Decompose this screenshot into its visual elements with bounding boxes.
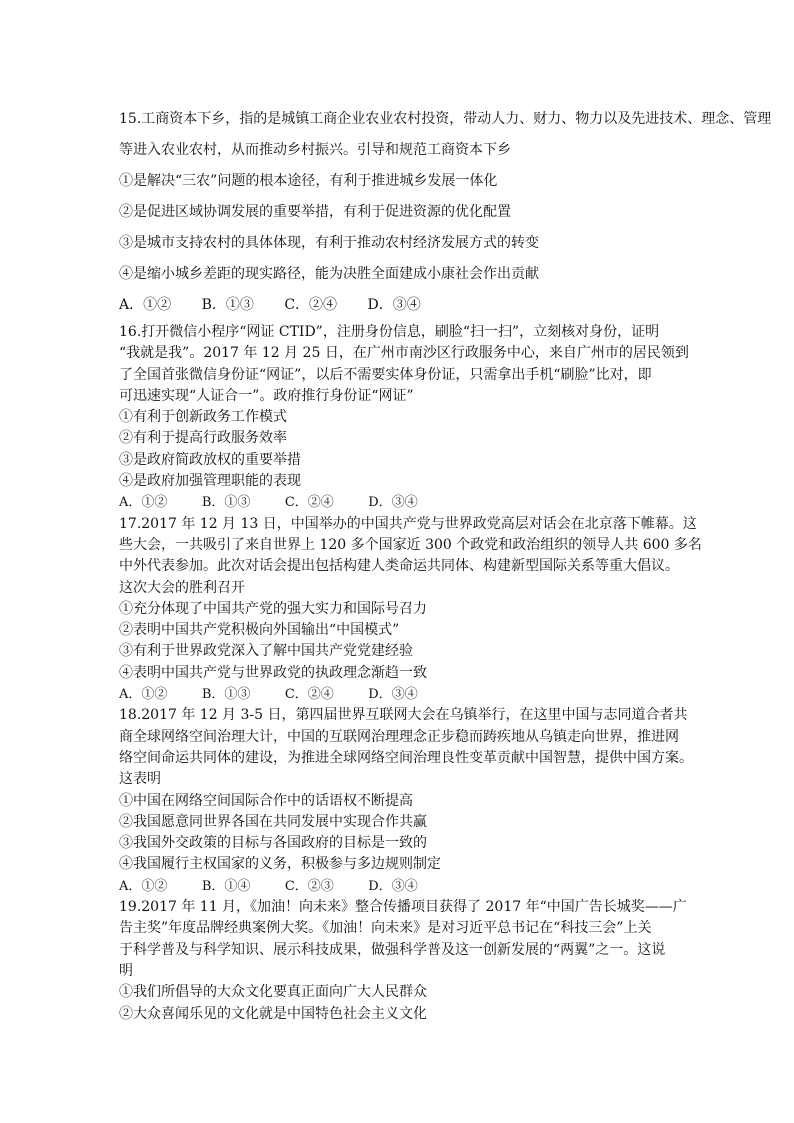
option-d[interactable]: D．③④: [367, 297, 421, 313]
answer-options: [119, 876, 679, 897]
option-b[interactable]: B．①③: [201, 495, 251, 511]
question-18: [119, 705, 693, 897]
option-a[interactable]: A．①②: [119, 297, 172, 313]
question-16: [119, 322, 689, 514]
statement-2: ②是促进区域协调发展的重要举措，有利于促进资源的优化配置: [119, 204, 511, 220]
statement-1: ①有利于创新政务工作模式: [119, 409, 287, 426]
option-b[interactable]: B．①③: [201, 297, 254, 313]
question-line: 可迅速实现“人证合一”。政府推行身份证“网证”: [119, 387, 414, 404]
statement-3: ③我国外交政策的目标与各国政府的目标是一致的: [119, 835, 427, 852]
option-c[interactable]: C．②③: [284, 878, 334, 894]
question-line: 了全国首张微信身份证“网证”，以后不需要实体身份证，只需拿出手机“刷脸”比对，即: [119, 366, 652, 383]
question-line: 18.2017 年 12 月 3-5 日，第四届世界互联网大会在乌镇举行，在这里中国与志同道合者共: [119, 707, 688, 724]
option-c[interactable]: C．②④: [284, 297, 338, 313]
question-line: 中外代表参加。此次对话会提出包括构建人类命运共同体、构建新型国际关系等重大倡议。: [119, 558, 679, 575]
statement-2: ②有利于提高行政服务效率: [119, 430, 287, 447]
answer-options: [119, 492, 679, 513]
question-line: 17.2017 年 12 月 13 日，中国举办的中国共产党与世界政党高层对话会在北京落下帷幕。这: [119, 515, 697, 532]
statement-1: ①我们所倡导的大众文化要真正面向广大人民群众: [119, 984, 427, 1001]
option-b[interactable]: B．①③: [201, 687, 251, 703]
statement-1: ①中国在网络空间国际合作中的话语权不断提高: [119, 792, 413, 809]
question-line: 络空间命运共同体的建设，为推进全球网络空间治理良性变革贡献中国智慧，提供中国方案。: [119, 749, 693, 766]
option-b[interactable]: B．①④: [201, 878, 251, 894]
option-d[interactable]: D．③④: [368, 878, 418, 894]
statement-3: ③是城市支持农村的具体体现，有利于推动农村经济发展方式的转变: [119, 235, 539, 251]
statement-2: ②表明中国共产党积极向外国输出“中国模式”: [119, 622, 400, 639]
option-a[interactable]: A．①②: [119, 495, 168, 511]
question-line: “我就是我”。2017 年 12 月 25 日，在广州市南沙区行政服务中心，来自广州市的居民领到: [119, 345, 689, 362]
statement-2: ②大众喜闻乐见的文化就是中国特色社会主义文化: [119, 1005, 427, 1022]
option-c[interactable]: C．②④: [284, 687, 334, 703]
option-d[interactable]: D．③④: [368, 687, 418, 703]
statement-1: ①是解决“三农”问题的根本途径，有利于推进城乡发展一体化: [119, 173, 498, 189]
statement-3: ③是政府简政放权的重要举措: [119, 451, 301, 468]
option-a[interactable]: A．①②: [119, 687, 168, 703]
question-line: 商全球网络空间治理大计，中国的互联网治理理念正步稳而踌疾地从乌镇走向世界，推进网: [119, 728, 679, 745]
questions-16-19: [119, 322, 702, 1025]
question-stem-line: 等进入农业农村，从而推动乡村振兴。引导和规范工商资本下乡: [119, 142, 511, 158]
question-line: 明: [119, 962, 133, 979]
question-line: 告主奖”年度品牌经典案例大奖。《加油！向未来》是对习近平总书记在“科技三会”上关: [119, 920, 652, 937]
question-15: [119, 108, 779, 325]
question-17: [119, 514, 702, 706]
question-stem-line: 15.工商资本下乡，指的是城镇工商企业农业农村投资，带动人力、财力、物力以及先进技术、理念、管理: [119, 111, 772, 127]
statement-4: ④是缩小城乡差距的现实路径，能为决胜全面建成小康社会作出贡献: [119, 266, 539, 282]
question-line: 19.2017 年 11 月，《加油！向未来》整合传播项目获得了 2017 年“中国广告长城奖——广: [119, 899, 687, 916]
question-line: 于科学普及与科学知识、展示科技成果，做强科学普及这一创新发展的“两翼”之一。这说: [119, 941, 666, 958]
statement-2: ②我国愿意同世界各国在共同发展中实现合作共赢: [119, 813, 427, 830]
statement-1: ①充分体现了中国共产党的强大实力和国际号召力: [119, 600, 427, 617]
option-d[interactable]: D．③④: [368, 495, 418, 511]
answer-options: [119, 294, 779, 325]
question-19: [119, 897, 687, 1025]
option-a[interactable]: A．①②: [119, 878, 168, 894]
question-line: 16.打开微信小程序“网证 CTID”，注册身份信息，刷脸“扫一扫”，立刻核对身份，证明: [119, 324, 660, 340]
question-line: 这表明: [119, 771, 161, 788]
question-line: 些大会，一共吸引了来自世界上 120 多个国家近 300 个政党和政治组织的领导人共 600 多名: [119, 536, 702, 553]
statement-4: ④我国履行主权国家的义务，积极参与多边规则制定: [119, 856, 441, 873]
statement-3: ③有利于世界政党深入了解中国共产党党建经验: [119, 643, 413, 660]
statement-4: ④表明中国共产党与世界政党的执政理念渐趋一致: [119, 664, 427, 681]
answer-options: [119, 684, 679, 705]
statement-4: ④是政府加强管理职能的表现: [119, 473, 301, 490]
question-line: 这次大会的胜利召开: [119, 579, 245, 596]
option-c[interactable]: C．②④: [284, 495, 334, 511]
